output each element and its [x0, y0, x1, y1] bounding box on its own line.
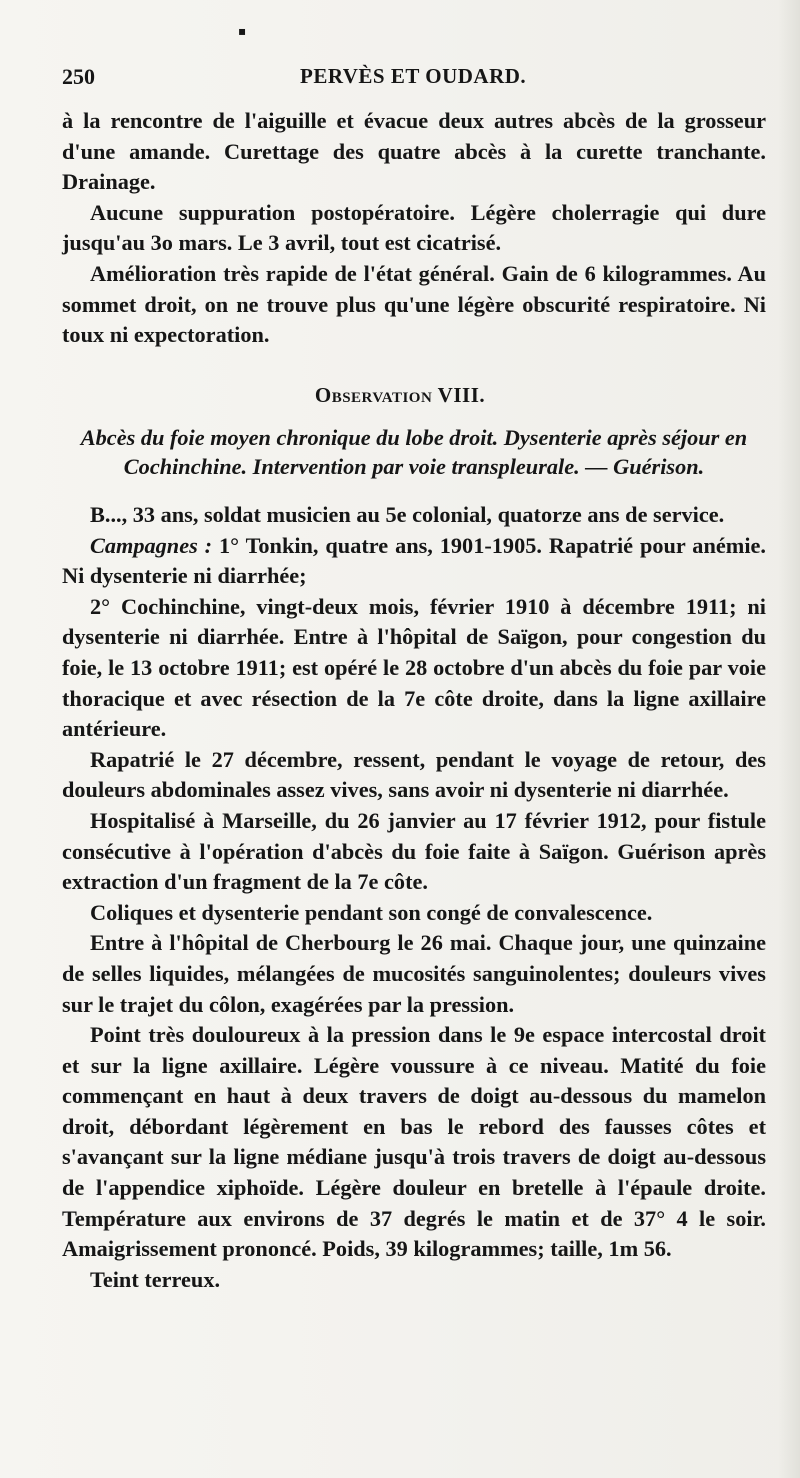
paragraph: Point très douloureux à la pression dans le 9e espace intercostal droit et sur la ligne axillaire. Légère voussure à ce niveau. Matité du foie commençant en haut à deux travers de doigt au-dessous du mamelon droit, débordant légèrement en bas le rebord des fausses côtes et s'avançant sur la ligne médiane jusqu'à trois travers de doigt au-dessous de l'appendice xiphoïde. Légère douleur en bretelle à l'épaule droite. Température aux environs de 37 degrés le matin et de 37° 4 le soir. Amaigrissement prononcé. Poids, 39 kilogrammes; taille, 1m 56.	[62, 1022, 766, 1262]
paragraph: 2° Cochinchine, vingt-deux mois, février 1910 à décembre 1911; ni dysenterie ni diarrhée. Entre à l'hôpital de Saïgon, pour congestion du foie, le 13 octobre 1911; est opéré le 28 octobre d'un abcès du foie par voie thoracique et avec résection de la 7e côte droite, dans la ligne axillaire antérieure.	[62, 593, 766, 742]
observation-subtitle: Abcès du foie moyen chronique du lobe droit. Dysenterie après séjour en Cochinchine. Intervention par voie transpleurale. — Guérison.	[80, 425, 748, 479]
paragraph: Teint terreux.	[90, 1266, 221, 1292]
paragraph: Amélioration très rapide de l'état général. Gain de 6 kilogrammes. Au sommet droit, on ne trouve plus qu'une légère obscurité respiratoire. Ni toux ni expectoration.	[62, 260, 766, 348]
running-title: PERVÈS ET OUDARD.	[300, 64, 527, 88]
paragraph: Coliques et dysenterie pendant son congé de convalescence.	[90, 899, 653, 925]
observation-body	[62, 500, 766, 1295]
campaigns-text: 1° Tonkin, quatre ans, 1901-1905. Rapatrié pour anémie. Ni dysenterie ni diarrhée;	[62, 532, 766, 589]
page-header	[58, 62, 758, 98]
paragraph	[62, 531, 766, 592]
paragraph: Entre à l'hôpital de Cherbourg le 26 mai. Chaque jour, une quinzaine de selles liquides, mélangées de mucosités sanguinolentes; douleurs vives sur le trajet du côlon, exagérées par la pression.	[62, 930, 766, 1017]
page-number: 250	[62, 64, 95, 89]
paragraph: B..., 33 ans, soldat musicien au 5e colonial, quatorze ans de service.	[90, 502, 725, 527]
printer-mark: ▪	[238, 24, 247, 38]
observation-heading: Observation VIII.	[314, 383, 486, 407]
paragraph: Rapatrié le 27 décembre, ressent, pendant le voyage de retour, des douleurs abdominales assez vives, sans avoir ni dysenterie ni diarrhée.	[62, 746, 766, 803]
paragraph: à la rencontre de l'aiguille et évacue deux autres abcès de la grosseur d'une amande. Curettage des quatre abcès à la curette tranchante. Drainage.	[62, 108, 766, 195]
scan-edge-shadow	[778, 0, 800, 1478]
paragraph: Aucune suppuration postopératoire. Légère cholerragie qui dure jusqu'au 3o mars. Le 3 avril, tout est cicatrisé.	[62, 199, 766, 256]
paragraph: Hospitalisé à Marseille, du 26 janvier au 17 février 1912, pour fistule consécutive à l'opération d'abcès du foie faite à Saïgon. Guérison après extraction d'un fragment de la 7e côte.	[62, 807, 766, 895]
text-block-continued	[62, 106, 766, 351]
campaigns-label: Campagnes :	[90, 532, 213, 558]
